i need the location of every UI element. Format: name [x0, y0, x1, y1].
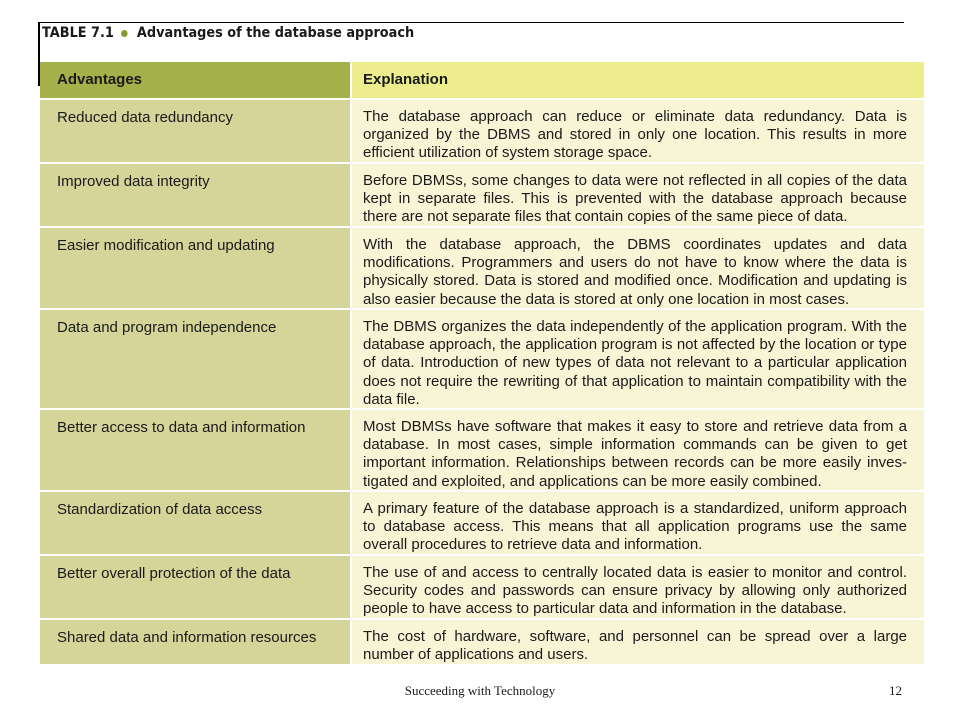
advantages-table [40, 62, 924, 664]
table-label: TABLE 7.1 [42, 25, 114, 41]
advantage-cell: Data and program independence [40, 310, 350, 408]
table-row [40, 620, 924, 664]
explanation-cell: The database approach can reduce or eliminate data redundancy. Data is organized by the DBMS and stored in only one location. This results in more efficient utilization of system storage space. [352, 100, 924, 162]
table-row [40, 492, 924, 556]
table-heading [42, 24, 414, 42]
page-number: 12 [889, 683, 902, 698]
bullet-icon [121, 30, 127, 37]
table-row [40, 310, 924, 410]
explanation-cell: A primary feature of the database approach is a standardized, uniform approach to database access. This means that all application programs use the same overall procedures to retrieve data and information. [352, 492, 924, 554]
advantage-cell: Improved data integrity [40, 164, 350, 226]
table-header-row [40, 62, 924, 100]
table-row [40, 164, 924, 228]
table-row [40, 228, 924, 310]
explanation-cell: Most DBMSs have software that makes it easy to store and retrieve data from a database. In most cases, simple information commands can be given to get important information. Relationships between records can be more easily inves-tigated and exploited, and applications can be more easily combined. [352, 410, 924, 490]
explanation-cell: The use of and access to centrally located data is easier to monitor and control. Security codes and passwords can ensure privacy by allowing only authorized people to have access to particular data and information in the database. [352, 556, 924, 618]
explanation-cell: The cost of hardware, software, and personnel can be spread over a large number of applications and users. [352, 620, 924, 664]
advantage-cell: Better overall protection of the data [40, 556, 350, 618]
table-row [40, 410, 924, 492]
footer-title: Succeeding with Technology [404, 683, 556, 698]
advantage-cell: Shared data and information resources [40, 620, 350, 664]
explanation-cell: With the database approach, the DBMS coordinates updates and data modifications. Programmers and users do not have to know where the data is physically stored. Data is stored and modified once. Modification and updating is also easier because the data is stored at only one location in most cases. [352, 228, 924, 308]
explanation-cell: Before DBMSs, some changes to data were not reflected in all copies of the data kept in separate files. This is prevented with the database approach because there are not separate files that contain copies of the same piece of data. [352, 164, 924, 226]
explanation-cell: The DBMS organizes the data independently of the application program. With the database approach, the application program is not affected by the location or type of data. Introduction of new types of data not relevant to a particular application does not require the rewriting of that application to maintain compatibility with the data file. [352, 310, 924, 408]
header-explanation: Explanation [352, 62, 924, 98]
advantage-cell: Better access to data and information [40, 410, 350, 490]
top-rule [38, 22, 904, 23]
header-advantages: Advantages [40, 62, 350, 98]
advantage-cell: Reduced data redundancy [40, 100, 350, 162]
advantage-cell: Easier modification and updating [40, 228, 350, 308]
advantage-cell: Standardization of data access [40, 492, 350, 554]
table-title: Advantages of the database approach [136, 25, 415, 41]
table-row [40, 100, 924, 164]
table-row [40, 556, 924, 620]
